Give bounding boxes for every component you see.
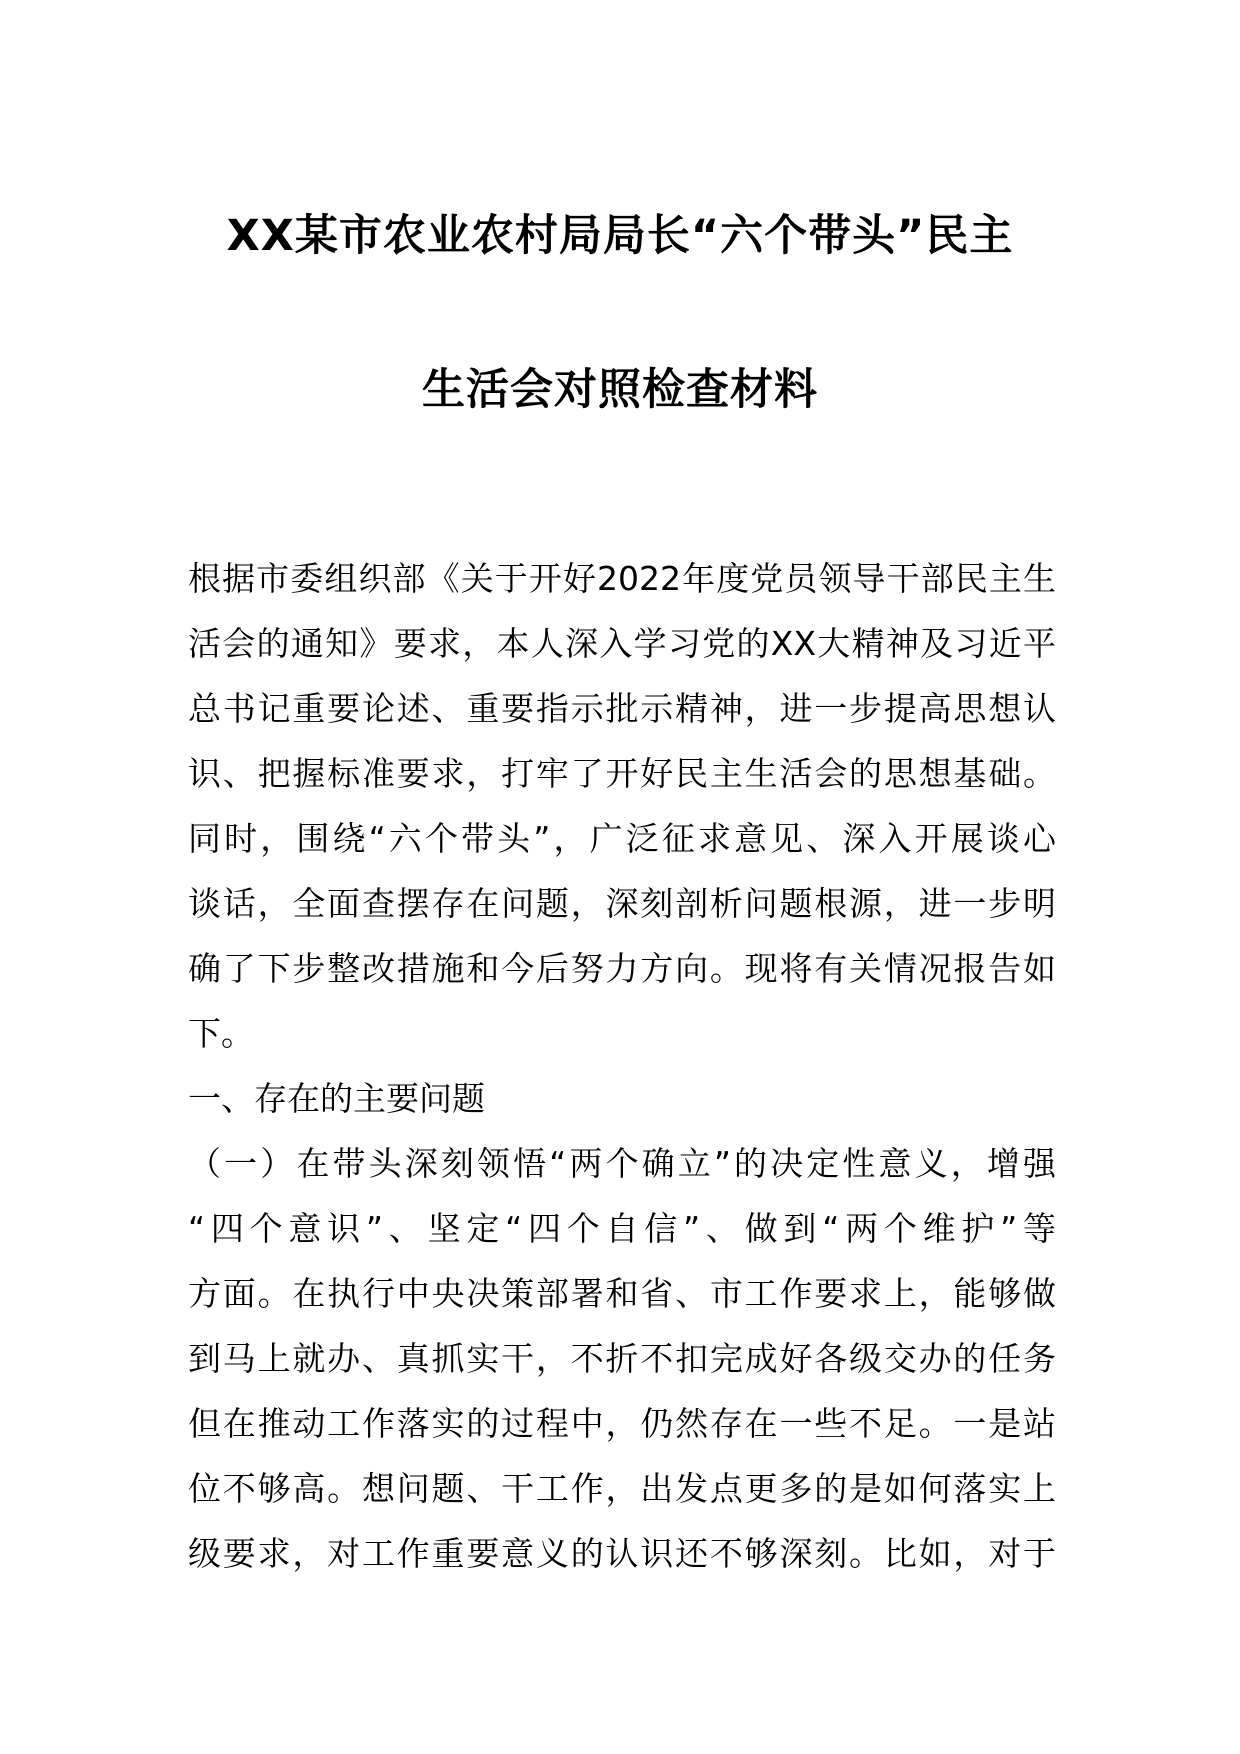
section-heading: 一、存在的主要问题 [188, 1079, 485, 1118]
document-title-line-1: XX某市农业农村局局长“六个带头”民主 [226, 211, 1014, 261]
body-line: 根据市委组织部《关于开好2022年度党员领导干部民主生 [188, 559, 1056, 598]
body-line: 下。 [188, 1014, 254, 1053]
body-line: 识、把握标准要求，打牢了开好民主生活会的思想基础。 [188, 754, 1056, 793]
body-line: 谈话，全面查摆存在问题，深刻剖析问题根源，进一步明 [188, 884, 1056, 923]
document-body [188, 546, 1056, 1586]
body-line: 到马上就办、真抓实干，不折不扣完成好各级交办的任务 [188, 1339, 1056, 1378]
body-line: 确了下步整改措施和今后努力方向。现将有关情况报告如 [188, 949, 1056, 988]
body-line: 同时，围绕“六个带头”，广泛征求意见、深入开展谈心 [188, 819, 1056, 858]
body-line: 级要求，对工作重要意义的认识还不够深刻。比如，对于 [188, 1534, 1056, 1573]
body-line: 位不够高。想问题、干工作，出发点更多的是如何落实上 [188, 1469, 1056, 1508]
body-line: 但在推动工作落实的过程中，仍然存在一些不足。一是站 [188, 1404, 1056, 1443]
body-line: 活会的通知》要求，本人深入学习党的XX大精神及习近平 [188, 624, 1056, 663]
body-line: “四个意识”、坚定“四个自信”、做到“两个维护”等 [188, 1209, 1056, 1248]
body-line: 方面。在执行中央决策部署和省、市工作要求上，能够做 [188, 1274, 1056, 1313]
body-line: 总书记重要论述、重要指示批示精神，进一步提高思想认 [188, 689, 1056, 728]
document-title-line-2: 生活会对照检查材料 [422, 365, 818, 415]
body-line: （一）在带头深刻领悟“两个确立”的决定性意义，增强 [188, 1144, 1056, 1183]
